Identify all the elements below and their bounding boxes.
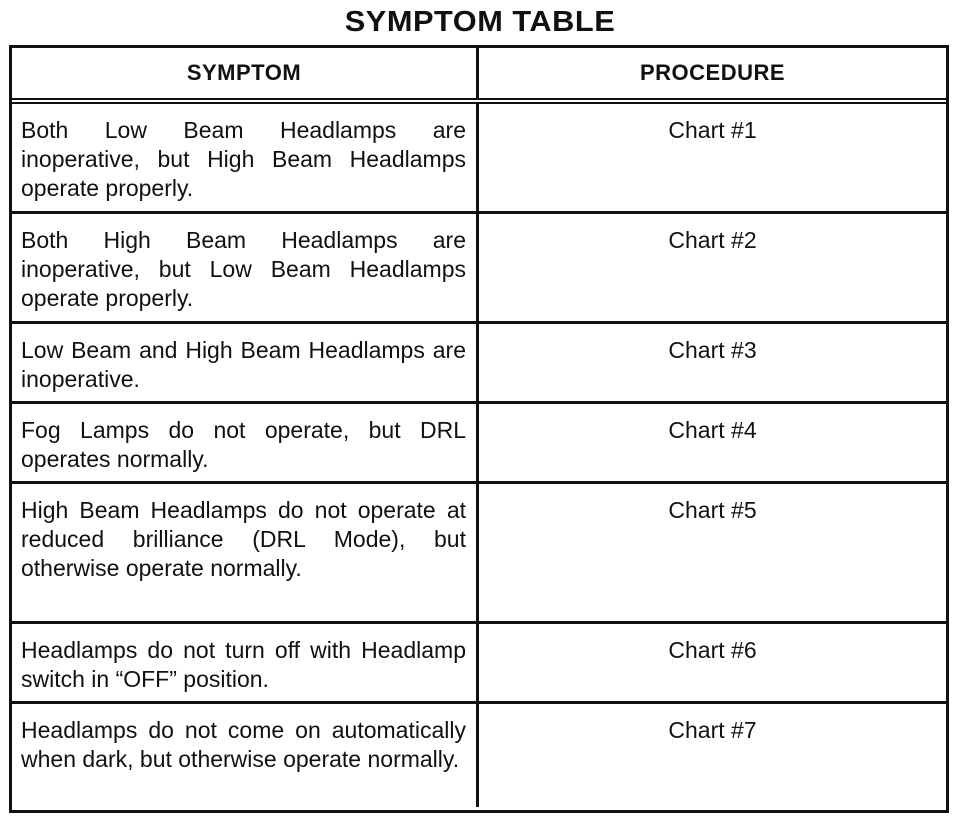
symptom-table <box>9 45 949 813</box>
procedure-cell: Chart #5 <box>668 497 757 523</box>
procedure-cell: Chart #3 <box>668 337 757 363</box>
symptom-cell: Low Beam and High Beam Headlamps are inoperative. <box>12 324 479 401</box>
symptom-cell: Headlamps do not come on automatically when dark, but otherwise operate normally. <box>12 704 479 807</box>
header-procedure: PROCEDURE <box>639 60 786 85</box>
symptom-cell: High Beam Headlamps do not operate at reduced brilliance (DRL Mode), but otherwise operate normally. <box>12 484 479 621</box>
table-row <box>12 214 946 324</box>
table-header-row <box>12 48 946 104</box>
table-row <box>12 404 946 484</box>
symptom-cell: Both Low Beam Headlamps are inoperative, but High Beam Headlamps operate properly. <box>12 104 479 211</box>
procedure-cell: Chart #6 <box>668 637 757 663</box>
table-row <box>12 624 946 704</box>
header-symptom: SYMPTOM <box>12 48 479 98</box>
procedure-cell: Chart #2 <box>668 227 757 253</box>
table-row <box>12 324 946 404</box>
procedure-cell: Chart #7 <box>668 717 757 743</box>
symptom-cell: Headlamps do not turn off with Headlamp switch in “OFF” position. <box>12 624 479 701</box>
page-title: SYMPTOM TABLE <box>344 6 616 38</box>
table-row <box>12 704 946 807</box>
table-row <box>12 484 946 624</box>
table-row <box>12 104 946 214</box>
procedure-cell: Chart #4 <box>668 417 757 443</box>
symptom-cell: Both High Beam Headlamps are inoperative, but Low Beam Headlamps operate properly. <box>12 214 479 321</box>
symptom-cell: Fog Lamps do not operate, but DRL operates normally. <box>12 404 479 481</box>
procedure-cell: Chart #1 <box>668 117 757 143</box>
